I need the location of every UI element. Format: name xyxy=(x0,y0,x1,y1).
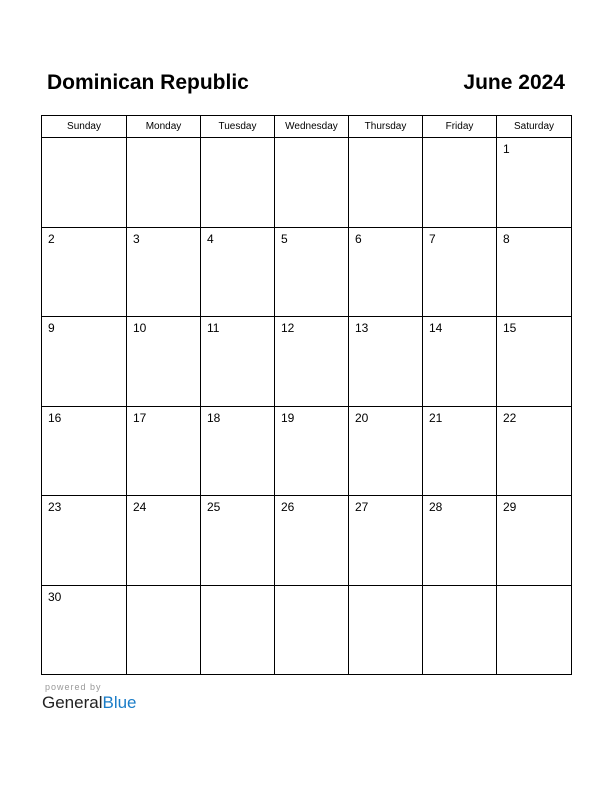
day-number: 28 xyxy=(429,500,443,514)
logo-blue: Blue xyxy=(102,693,137,712)
day-number: 27 xyxy=(355,500,369,514)
day-number: 18 xyxy=(207,410,221,425)
day-number: 4 xyxy=(207,231,214,246)
day-cell[interactable] xyxy=(127,585,201,675)
country-title: Dominican Republic xyxy=(47,71,249,94)
day-cell[interactable] xyxy=(497,406,572,496)
day-cell[interactable] xyxy=(349,585,423,675)
day-cell[interactable] xyxy=(275,585,349,675)
generalblue-logo[interactable] xyxy=(42,693,137,713)
day-cell[interactable] xyxy=(349,317,423,407)
day-number: 13 xyxy=(355,321,369,335)
week-row xyxy=(42,317,572,407)
weekday-header-tuesday: Tuesday xyxy=(201,116,275,138)
month-title: June 2024 xyxy=(463,71,565,94)
day-cell[interactable] xyxy=(42,138,127,228)
week-row xyxy=(42,496,572,586)
day-number: 2 xyxy=(48,231,55,246)
day-number: 23 xyxy=(48,500,62,514)
day-number: 25 xyxy=(207,500,221,514)
day-cell[interactable] xyxy=(127,317,201,407)
day-number: 3 xyxy=(133,231,140,246)
day-number: 16 xyxy=(48,410,62,425)
day-cell[interactable] xyxy=(201,585,275,675)
day-cell[interactable] xyxy=(423,406,497,496)
day-cell[interactable] xyxy=(42,585,127,675)
day-cell[interactable] xyxy=(497,317,572,407)
day-number: 17 xyxy=(133,410,147,425)
day-cell[interactable] xyxy=(201,406,275,496)
day-number: 5 xyxy=(281,231,288,246)
weekday-header-wednesday: Wednesday xyxy=(275,116,349,138)
day-number: 11 xyxy=(207,321,220,335)
day-cell[interactable] xyxy=(349,406,423,496)
weekday-header-row xyxy=(42,116,572,138)
day-cell[interactable] xyxy=(201,317,275,407)
day-cell[interactable] xyxy=(201,496,275,586)
day-cell[interactable] xyxy=(497,585,572,675)
day-cell[interactable] xyxy=(275,227,349,317)
weekday-header-thursday: Thursday xyxy=(349,116,423,138)
day-cell[interactable] xyxy=(127,496,201,586)
weekday-header-sunday: Sunday xyxy=(42,116,127,138)
day-cell[interactable] xyxy=(275,138,349,228)
day-cell[interactable] xyxy=(497,138,572,228)
day-number: 21 xyxy=(429,410,443,425)
day-number: 19 xyxy=(281,410,295,425)
powered-by-label: powered by xyxy=(45,682,102,692)
week-row xyxy=(42,585,572,675)
calendar-grid xyxy=(41,115,572,675)
day-cell[interactable] xyxy=(423,227,497,317)
day-cell[interactable] xyxy=(42,317,127,407)
day-number: 10 xyxy=(133,321,147,335)
weekday-header-saturday: Saturday xyxy=(497,116,572,138)
day-number: 12 xyxy=(281,321,295,335)
day-number: 9 xyxy=(48,321,55,335)
day-cell[interactable] xyxy=(423,138,497,228)
day-number: 30 xyxy=(48,589,62,604)
weekday-header-monday: Monday xyxy=(127,116,201,138)
day-number: 7 xyxy=(429,231,436,246)
day-number: 8 xyxy=(503,231,510,246)
day-cell[interactable] xyxy=(497,496,572,586)
day-cell[interactable] xyxy=(42,227,127,317)
day-cell[interactable] xyxy=(42,406,127,496)
day-cell[interactable] xyxy=(349,138,423,228)
day-cell[interactable] xyxy=(349,496,423,586)
week-row xyxy=(42,138,572,228)
day-cell[interactable] xyxy=(127,138,201,228)
day-number: 15 xyxy=(503,321,517,335)
day-number: 1 xyxy=(503,142,510,156)
logo-general: General xyxy=(42,693,103,712)
day-cell[interactable] xyxy=(423,317,497,407)
day-number: 22 xyxy=(503,410,517,425)
day-cell[interactable] xyxy=(127,227,201,317)
day-cell[interactable] xyxy=(201,227,275,317)
day-cell[interactable] xyxy=(275,406,349,496)
day-cell[interactable] xyxy=(42,496,127,586)
day-number: 24 xyxy=(133,500,147,514)
day-cell[interactable] xyxy=(497,227,572,317)
day-cell[interactable] xyxy=(127,406,201,496)
week-row xyxy=(42,406,572,496)
day-number: 29 xyxy=(503,500,517,514)
day-cell[interactable] xyxy=(423,585,497,675)
day-number: 6 xyxy=(355,231,362,246)
week-row xyxy=(42,227,572,317)
day-cell[interactable] xyxy=(349,227,423,317)
day-number: 14 xyxy=(429,321,443,335)
day-cell[interactable] xyxy=(201,138,275,228)
day-cell[interactable] xyxy=(275,317,349,407)
day-cell[interactable] xyxy=(423,496,497,586)
day-number: 26 xyxy=(281,500,295,514)
day-cell[interactable] xyxy=(275,496,349,586)
day-number: 20 xyxy=(355,410,369,425)
weekday-header-friday: Friday xyxy=(423,116,497,138)
